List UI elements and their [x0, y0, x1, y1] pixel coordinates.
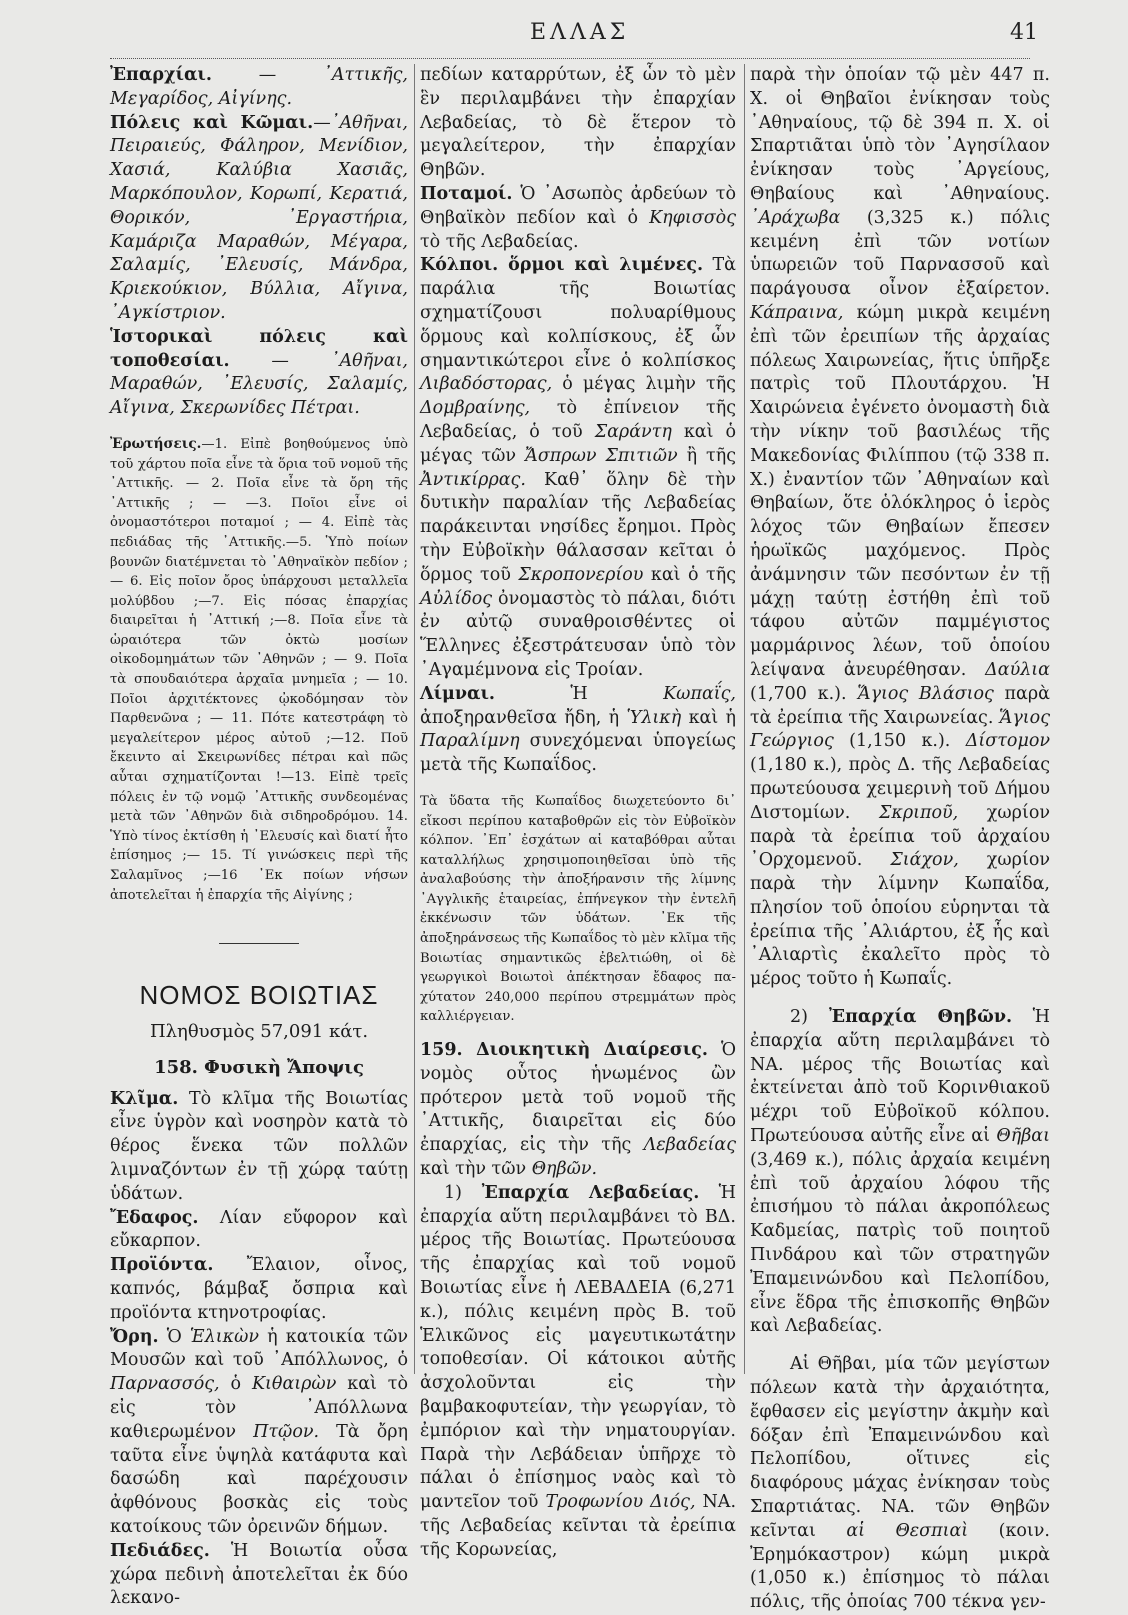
- text-ori-elikon: Ἑλικὼν: [189, 1326, 259, 1347]
- text-c3-g: (1,180 κ.), πρὸς Δ. τῆς Λεβαδείας πρωτεύουσα χειμερινὴ τοῦ Δήμου Διστομίων.: [750, 755, 1050, 823]
- text-kolpoi-aspra-spitia: Ἄσπρων Σπιτιῶν: [525, 445, 678, 466]
- heading-limnai: Λίμναι.: [420, 683, 496, 704]
- text-c3-e: παρὰ τὰ ἐρείπια τῆς Χαιρωνείας.: [750, 683, 1050, 728]
- column-middle: [420, 64, 737, 1560]
- header-rule: [110, 58, 1030, 59]
- text-dioik-levadeia: Λεβαδείας: [643, 1135, 736, 1156]
- paragraph-edafos: [110, 1207, 408, 1255]
- text-limnai-a: Ἡ: [495, 683, 664, 704]
- text-limnai-b: ἀποξηρανθεῖσα ἤδη, ἡ: [420, 707, 627, 728]
- text-poleis: —᾽Αθῆναι, Πειραιεύς, Φάληρον, Μενίδιον, Χασιά, Καλύβια Χασιᾶς, Μαρκόπουλον, Κορωπί, Κερατιά, Θορικόν, ᾽Εργαστήρια, Καμάριζα Μαραθών, Μέγαρα, Σαλαμίς, ᾽Ελευσίς, Μάνδρα, Κριεκούκιον, Βύλλια, Αἴγινα, ᾽Αγκίστριον.: [110, 112, 408, 323]
- text-levadeia-trofonios: Τροφωνίου Διός,: [545, 1492, 696, 1513]
- text-kolpoi-g: καὶ ὁ τῆς: [643, 564, 737, 585]
- text-c3-siachon: Σιάχον,: [890, 850, 959, 871]
- nomos-title: ΝΟΜΟΣ ΒΟΙΩΤΙΑΣ: [139, 980, 379, 1011]
- spacer: [750, 1339, 1050, 1353]
- paragraph-thivai-history: [750, 1353, 1050, 1615]
- text-proionta: Ἔλαιον, οἶνος, καπνός, βάμβαξ ὄσπρια καὶ προϊόντα κτηνοτροφίας.: [110, 1255, 408, 1323]
- paragraph-eparchiai: [110, 64, 408, 112]
- text-ori-e: Τὰ ὄρη ταῦτα εἶνε ὑψηλὰ κατάφυτα καὶ δασώδη καὶ παρέχουσιν ἀφθόνους βοσκὰς εἰς τοὺς κατοίκους τῶν ὀρεινῶν δήμων.: [110, 1421, 408, 1537]
- text-kolpoi-f: Καθ᾽ ὅλην δὲ τὴν δυτικὴν παραλίαν τῆς Λεβαδείας παράκεινται νησίδες ἔρημοι. Πρὸς τὴν Εὐβοϊκὴν θάλασσαν κεῖται ὁ ὅρμος τοῦ: [420, 469, 736, 585]
- text-potamoi-kifissos: Κηφισσὸς: [649, 207, 736, 228]
- text-ori-a: Ὁ: [158, 1326, 190, 1347]
- text-limnai-yliki: Ὑλικὴ: [626, 707, 682, 728]
- text-c3-arachova: ᾽Αράχωβα: [750, 207, 841, 228]
- section-158-heading: [110, 1056, 408, 1080]
- text-limnai-c: καὶ ἡ: [681, 707, 736, 728]
- running-header: [0, 10, 1128, 50]
- heading-eparchia-levadeias: Ἐπαρχία Λεβαδείας.: [461, 1182, 700, 1203]
- paragraph-eparchia-levadeias: [420, 1182, 736, 1563]
- text-kolpoi-h: ὀνομαστὸς τὸ πάλαι, διότι ἐν αὐτῷ συναθροισθέντες οἱ Ἕλληνες ἐξεστράτευσαν ὑπὸ τὸν ᾽Αγαμέμνονα εἰς Τροίαν.: [420, 588, 736, 680]
- heading-erotiseis: Ἐρωτήσεις.: [110, 435, 202, 452]
- text-thivon-c: Αἱ Θῆβαι, μία τῶν μεγίστων πόλεων κατὰ τὴν ἀρχαιότητα, ἔφθασεν εἰς μεγίστην ἀκμὴν καὶ δόξαν ἐπὶ Ἐπαμεινώνδου καὶ Πελοπίδου, οἵτινες εἰς διαφόρους μάχας ἐνίκησαν τοὺς Σπαρτιάτας. ΝΑ. τῶν Θηβῶν κεῖνται: [750, 1354, 1050, 1541]
- paragraph-klima: [110, 1088, 408, 1207]
- column-rule-right: [744, 64, 745, 1374]
- text-potamoi-b: τὸ τῆς Λεβαδείας.: [420, 231, 579, 252]
- text-limnai-paralimni: Παραλίμνη: [420, 731, 520, 752]
- text-kolpoi-livadostoras: Λιβαδόστορας,: [420, 374, 553, 395]
- text-c3-f: (1,150 κ.).: [833, 731, 966, 752]
- text-thivon-d: (κοιν. Ἐρημόκαστρον) κώμη μικρὰ (1,050 κ.) ἐπίσημος τὸ πάλαι πόλις, τῆς ὁποίας 700 τέκνα γεν-: [750, 1520, 1050, 1613]
- text-c3-kapraina: Κάπραινα,: [750, 302, 844, 323]
- text-kolpoi-a: Τὰ παράλια τῆς Βοιωτίας σχηματίζουσι πολυαρίθμους ὅρμους καὶ κολπίσκους, ἐξ ὧν σημαντικώτεροι εἶνε ὁ κολπίσκος: [420, 255, 736, 371]
- text-kolpoi-domvrainis: Δομβραίνης,: [420, 398, 531, 419]
- text-kopais-note-a: Τὰ ὕδατα τῆς Κωπαΐδος διωχετεύοντο δι᾽ εἴκοσι περίπου καταβοθρῶν εἰς τὸν Εὐβοϊκὸν κόλπον. ᾽Επ᾽ ἐσχάτων αἱ καταβόθραι αὗται καταλλήλως χρησιμοποιηθεῖσαι ὑπὸ τῆς ἀναλαβούσης τὴν ἀποξήρανσιν τῆς λίμνης ᾽Αγγλικῆς ἑταιρείας, ἐπήνεγκον τὴν ἐντελῆ ἐκκένωσιν τῶν ὑδάτων. ᾽Εκ τῆς ἀποξηράνσεως τῆς Κωπαΐδος τὸ μὲν κλῖμα τῆς Βοιωτίας σημαντικῶς ἐβελτιώθη, οἱ δὲ γεωργικοὶ Βοιωτοὶ ἀπέκτησαν ἔδαφος πα-: [420, 793, 736, 986]
- column-rule-left: [414, 64, 415, 1374]
- paragraph-proionta: [110, 1254, 408, 1325]
- column-right: [750, 64, 1051, 1613]
- paragraph-levadeia-towns: [750, 64, 1050, 992]
- text-thivon-thespiai: αἱ Θεσπιαὶ: [846, 1520, 969, 1541]
- heading-eparchia-thivon: Ἐπαρχία Θηβῶν.: [807, 1007, 1013, 1028]
- paragraph-pediades: [110, 1540, 408, 1611]
- population-line: Πληθυσμὸς 57,091 κάτ.: [149, 1021, 369, 1042]
- text-ori-parnassos: Παρνασσός,: [110, 1374, 220, 1395]
- text-ori-b: ἡ κατοικία τῶν Μουσῶν καὶ τοῦ ᾽Απόλλωνος, ὁ: [110, 1326, 408, 1371]
- paragraph-kopais-note: [420, 792, 736, 1027]
- text-edafos: Λίαν εὔφορον καὶ εὔκαρπον.: [110, 1207, 408, 1252]
- eparchia-thivon-number: 2): [790, 1007, 808, 1028]
- text-thivon-b: (3,469 κ.), πόλις ἀρχαία κειμένη ἐπὶ τοῦ ἀρχαίου λόφου τῆς ἐπισήμου τὸ πάλαι ἀκροπόλεως Καδμείας, πατρὶς τοῦ ποιητοῦ Πινδάρου καὶ τῶν στρατηγῶν Ἐπαμεινώνδου καὶ Πελοπίδου, εἶνε ἕδρα τῆς ἐπισκοπῆς Θηβῶν καὶ Λεβαδείας.: [750, 1149, 1050, 1337]
- paragraph-ori: [110, 1326, 408, 1540]
- eparchia-levadeias-number: 1): [444, 1182, 462, 1203]
- text-c3-c: κώμη μικρὰ κειμένη ἐπὶ τῶν ἐρειπίων τῆς ἀρχαίας πόλεως Χαιρωνείας, ἥτις ὑπῆρξε πατρὶς τοῦ Πλουτάρχου. Ἡ Χαιρώνεια ἐγένετο ὀνομαστὴ διὰ τὴν νίκην τοῦ βασιλέως τῆς Μακεδονίας Φιλίππου (τῷ 338 π. Χ.) ἐναντίον τῶν ᾽Αθηναίων καὶ Θηβαίων, ὅτε ὁλόκληρος ὁ ἱερὸς λόχος τῶν Θηβαίων ἔπεσεν ἡρωϊκῶς μαχόμενος. Πρὸς ἀνάμνησιν τῶν πεσόντων ἐν τῇ μάχῃ ταύτῃ ἐστήθη ἐπὶ τοῦ τάφου αὐτῶν παμμέγιστος μαρμάρινος λέων, τοῦ ὁποίου λείψανα ἀνευρέθησαν.: [750, 302, 1050, 680]
- text-kolpoi-b: ὁ μέγας λιμὴν τῆς: [552, 374, 736, 395]
- text-erotiseis: —1. Εἰπὲ βοηθούμενος ὑπὸ τοῦ χάρτου ποῖα εἶνε τὰ ὅρια τοῦ νομοῦ τῆς ᾽Αττικῆς. — 2. Ποῖα εἶνε τὰ ὄρη τῆς ᾽Αττικῆς ; — —3. Ποῖοι εἶνε οἱ ὀνομαστότεροι ποταμοί ; — 4. Εἰπὲ τὰς πεδιάδας τῆς ᾽Αττικῆς.—5. Ὑπὸ ποίων βουνῶν διατέμνεται τὸ ᾽Αθηναϊκὸν πεδίον ;— 6. Εἰς ποῖον ὄρος ὑπάρχουσι μεταλλεῖα μολύβδου ;—7. Εἰς πόσας ἐπαρχίας διαιρεῖται ἡ ᾽Αττική ;—8. Ποῖα εἶνε τὰ ὡραιότερα τῶν ὀκτὼ μοσίων οἰκοδομημάτων τῶν ᾽Αθηνῶν ; — 9. Ποῖα τὰ σπουδαιότερα ἀρχαῖα μνημεῖα ; — 10. Ποῖοι ἀρχιτέκτονες ᾠκοδόμησαν τὸν Παρθενῶνα ; — 11. Πότε κατεστράφη τὸ μεγαλείτερον μέρος αὐτοῦ ;—12. Ποῦ ἔκειντο αἱ Σκειρωνίδες πέτραι καὶ πῶς αὗται σχηματίζονται !—13. Εἰπὲ τρεῖς πόλεις ἐν τῷ νομῷ ᾽Αττικῆς συνδεομένας μετὰ τῶν ᾽Αθηνῶν διὰ σιδηροδρόμου. 14. Ὑπὸ τίνος ἐκτίσθη ἡ ᾽Ελευσίς καὶ διατί ἦτο ἐπίσημος ;— 15. Τί γινώσκεις περὶ τῆς Σαλαμῖνος ;—16 ᾽Εκ ποίων νήσων ἀποτελεῖται ἡ ἐπαρχία τῆς Αἰγίνης ;: [110, 436, 408, 903]
- heading-ori: Ὄρη.: [110, 1326, 159, 1347]
- paragraph-potamoi: [420, 183, 736, 254]
- text-levadeia-a: Ἡ ἐπαρχία αὕτη περιλαμβάνει τὸ ΒΔ. μέρος τῆς Βοιωτίας. Πρωτεύουσα τῆς ἐπαρχίας καὶ τοῦ νομοῦ Βοιωτίας εἶνε ἡ ΛΕΒΑΔΕΙΑ (6,271 κ.), πόλις κειμένη πρὸς Β. τοῦ Ἑλικῶνος εἰς μαγευτικωτάτην τοποθεσίαν. Οἱ κάτοικοι αὐτῆς ἀσχολοῦνται εἰς τὴν βαμβακοφυτείαν, τὴν γεωργίαν, τὸ ἐμπόριον καὶ τὴν νηματουργίαν. Παρὰ τὴν Λεβάδειαν ὑπῆρχε τὸ πάλαι ὁ ἐπίσημος ναὸς καὶ τὸ μαντεῖον τοῦ: [420, 1182, 736, 1513]
- section-divider: [219, 943, 299, 944]
- text-ori-ptoon: Πτῷον.: [253, 1421, 320, 1442]
- page-number: 41: [1010, 20, 1038, 45]
- text-eparchiai: — ᾽Αττικῆς, Μεγαρίδος, Αἰγίνης.: [110, 65, 408, 109]
- text-kolpoi-skroponeri: Σκροπονερίου: [518, 564, 644, 585]
- text-limnai-kopais: Κωπαΐς,: [663, 683, 736, 704]
- text-c3-distomon: Δίστομον: [965, 731, 1050, 752]
- text-kolpoi-avlida: Αὐλίδος: [420, 588, 493, 609]
- heading-edafos: Ἔδαφος.: [110, 1207, 199, 1228]
- text-c3-i: χωρίον παρὰ τὴν λίμνην Κωπαΐδα, πλησίον τοῦ ὁποίου εὑρηνται τὰ ἐρείπια τῆς ᾽Αλιάρτου, ἐξ ἧς καὶ ᾽Αλιαρτὶς ἐκαλεῖτο πρὸς τὸ μέρος τοῦτο ἡ Κωπαΐς.: [750, 850, 1051, 990]
- text-levadeia-b: ΝΑ. τῆς Λεβαδείας κεῖνται τὰ ἐρείπια τῆς Κορωνείας,: [420, 1492, 737, 1560]
- section-159-title: Διοικητικὴ Διαίρεσις.: [462, 1040, 709, 1061]
- paragraph-continuation: πεδίων καταρρύτων, ἐξ ὧν τὸ μὲν ἓν περιλαμβάνει τὴν ἐπαρχίαν Λεβαδείας, τὸ δὲ ἕτερον τὸ μεγαλείτερον, τὴν ἐπαρχίαν Θηβῶν.: [420, 65, 736, 181]
- text-c3-a: παρὰ τὴν ὁποίαν τῷ μὲν 447 π. Χ. οἱ Θηβαῖοι ἐνίκησαν τοὺς ᾽Αθηναίους, τῷ δὲ 394 π. Χ. οἱ Σπαρτιᾶται ὑπὸ τὸν ᾽Αγησίλαον ἐνίκησαν τοὺς ᾽Αργείους, Θηβαίους καὶ ᾽Αθηναίους.: [750, 65, 1050, 204]
- heading-istorikai: Ἱστορικαὶ πόλεις καὶ τοποθεσίαι.: [110, 326, 408, 371]
- text-c3-skripou: Σκριποῦ,: [878, 802, 959, 823]
- text-kolpoi-c: τὸ ἐπίνειον τῆς Λεβαδείας, ὁ τοῦ: [420, 398, 736, 442]
- text-c3-d: (1,700 κ.).: [750, 683, 858, 704]
- text-kopais-note-b: χύτατον 240,000 περίπου στρεμμάτων πρὸς καλλιέργειαν.: [420, 989, 736, 1025]
- text-kolpoi-d: καὶ ὁ μέγας τῶν: [420, 421, 736, 466]
- text-ori-kithairon: Κιθαιρὼν: [251, 1374, 337, 1395]
- heading-eparchiai: Ἐπαρχίαι.: [110, 65, 212, 85]
- heading-potamoi: Ποταμοί.: [420, 183, 513, 204]
- text-kolpoi-e: ἢ τῆς: [677, 445, 736, 466]
- paragraph-erotiseis: [110, 435, 408, 905]
- paragraph-limnai: [420, 683, 736, 778]
- text-thivon-a: Ἡ ἐπαρχία αὕτη περιλαμβάνει τὸ ΝΑ. μέρος τῆς Βοιωτίας καὶ ἐκτείνεται ἀπὸ τοῦ Κορινθιακοῦ μέχρι τοῦ Εὐβοϊκοῦ κόλπου. Πρωτεύουσα αὐτῆς εἶνε αἱ: [750, 1007, 1050, 1147]
- text-dioik-b: καὶ τὴν τῶν: [420, 1159, 532, 1180]
- text-c3-h: χωρίον παρὰ τὰ ἐρείπια τοῦ ἀρχαίου ᾽Ορχομενοῦ.: [750, 802, 1051, 871]
- section-158-number: 158.: [154, 1056, 198, 1078]
- section-159-number: 159.: [420, 1040, 463, 1061]
- text-ori-d: καὶ τὸ εἰς τὸν ᾽Απόλλωνα καθιερωμένον: [110, 1374, 408, 1442]
- text-istorikai: — ᾽Αθῆναι, Μαραθών, ᾽Ελευσίς, Σαλαμίς, Αἴγινα, Σκερωνίδες Πέτραι.: [110, 350, 408, 419]
- text-kolpoi-saranti: Σαράντη: [594, 421, 672, 442]
- heading-klima: Κλῖμα.: [110, 1088, 179, 1109]
- text-c3-davlia: Δαύλια: [985, 659, 1050, 680]
- paragraph-poleis: [110, 112, 408, 326]
- text-klima: Τὸ κλῖμα τῆς Βοιωτίας εἶνε ὑγρὸν καὶ νοσηρὸν κατὰ τὸ θέρος ἕνεκα τῶν πολλῶν λιμναζόντων ἐν τῇ χώρᾳ ταύτῃ ὑδάτων.: [110, 1088, 408, 1204]
- text-dioik-a: Ὁ νομὸς οὗτος ἡνωμένος ὢν πρότερον μετὰ τοῦ νομοῦ τῆς ᾽Αττικῆς, διαιρεῖται εἰς δύο ἐπαρχίας, εἰς τὴν τῆς: [420, 1040, 736, 1156]
- spacer: [750, 992, 1050, 1006]
- text-ori-c: ὁ: [219, 1374, 252, 1395]
- text-potamoi-a: Ὁ ᾽Ασωπὸς ἀρδεύων τὸ Θηβαϊκὸν πεδίον καὶ ὁ: [420, 183, 736, 228]
- text-thivon-thivai: Θῆβαι: [996, 1126, 1050, 1147]
- paragraph-eparchia-thivon: [750, 1006, 1050, 1339]
- text-dioik-thivai: Θηβῶν.: [531, 1159, 598, 1180]
- text-c3-agios-vlasios: Ἅγιος Βλάσιος: [857, 683, 994, 704]
- column-left: [110, 64, 408, 1609]
- text-c3-b: (3,325 κ.) πόλις κειμένη ἐπὶ τῶν νοτίων ὑπωρειῶν τοῦ Παρνασσοῦ καὶ παράγουσα οἶνον ἐξαίρετον.: [750, 207, 1050, 300]
- heading-proionta: Προϊόντα.: [110, 1255, 214, 1276]
- heading-kolpoi: Κόλποι. ὅρμοι καὶ λιμένες.: [420, 255, 704, 276]
- text-pediades: Ἡ Βοιωτία οὖσα χώρα πεδινὴ ἀποτελεῖται ἐκ δύο λεκανο-: [110, 1540, 408, 1609]
- text-kolpoi-antikirra: Ἀντικίρρας.: [420, 469, 526, 490]
- heading-pediades: Πεδιάδες.: [110, 1540, 210, 1561]
- paragraph-dioikitiki: [420, 1039, 736, 1182]
- text-c3-agios-georgios: Ἅγιος Γεώργιος: [750, 707, 1050, 752]
- section-158-title: Φυσικὴ Ἄποψις: [197, 1056, 364, 1078]
- paragraph-istorikai: [110, 326, 408, 421]
- running-title: ΕΛΛΑΣ: [530, 20, 630, 45]
- heading-poleis: Πόλεις καὶ Κῶμαι.: [110, 112, 314, 133]
- text-limnai-d: συνεχόμεναι ὑπογείως μετὰ τῆς Κωπαΐδος.: [420, 731, 736, 776]
- paragraph-kolpoi: [420, 254, 736, 682]
